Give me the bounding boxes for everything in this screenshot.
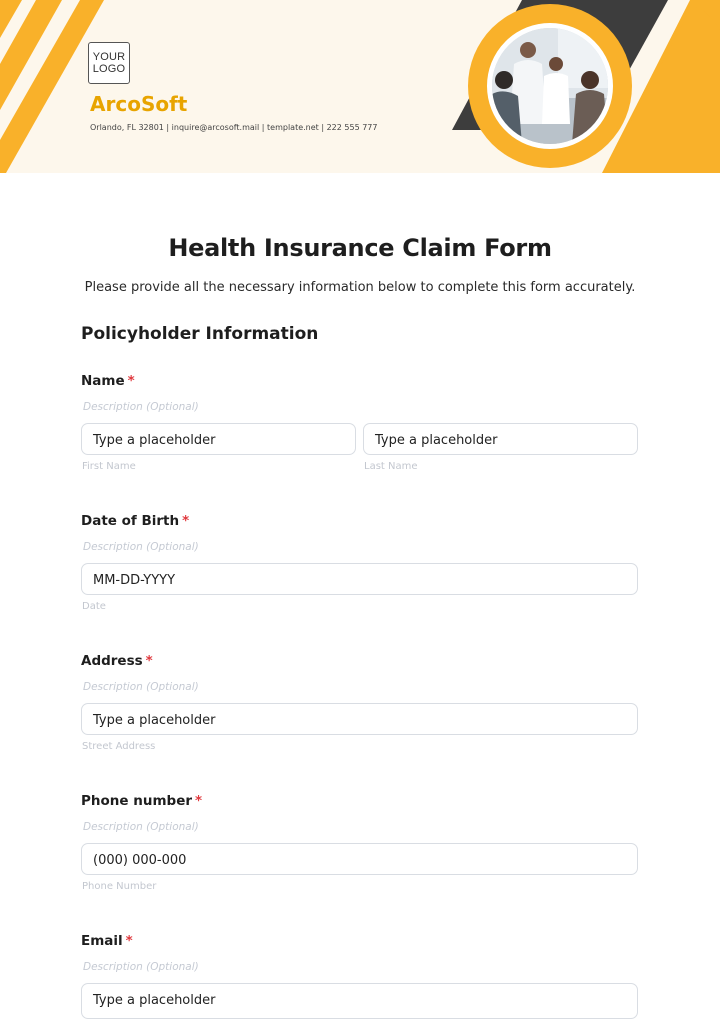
doctor-patient-photo bbox=[487, 23, 613, 149]
required-marker: * bbox=[182, 513, 190, 529]
required-marker: * bbox=[127, 373, 135, 389]
first-name-sublabel: First Name bbox=[82, 461, 136, 472]
phone-label-text: Phone number bbox=[81, 793, 193, 809]
form-subtitle: Please provide all the necessary information below to complete this form accurately. bbox=[84, 280, 636, 295]
required-marker: * bbox=[125, 933, 133, 949]
phone-sublabel: Phone Number bbox=[82, 881, 157, 892]
dob-description[interactable]: Description (Optional) bbox=[83, 541, 199, 553]
header-banner bbox=[0, 0, 720, 173]
email-label-text: Email bbox=[81, 933, 123, 949]
last-name-input[interactable]: Type a placeholder bbox=[363, 423, 638, 455]
address-label-text: Address bbox=[81, 653, 143, 669]
email-input[interactable]: Type a placeholder bbox=[81, 983, 638, 1019]
dob-input[interactable]: MM-DD-YYYY bbox=[81, 563, 638, 595]
section-title-policyholder: Policyholder Information bbox=[81, 324, 319, 344]
address-description[interactable]: Description (Optional) bbox=[83, 681, 199, 693]
logo-line-1: YOUR bbox=[92, 51, 126, 63]
photo-illustration bbox=[492, 28, 608, 144]
name-description[interactable]: Description (Optional) bbox=[83, 401, 199, 413]
required-marker: * bbox=[145, 653, 153, 669]
dob-label bbox=[81, 513, 189, 529]
name-label bbox=[81, 373, 135, 389]
required-marker: * bbox=[195, 793, 203, 809]
phone-description[interactable]: Description (Optional) bbox=[83, 821, 199, 833]
phone-label bbox=[81, 793, 202, 809]
company-logo bbox=[88, 42, 130, 84]
email-description[interactable]: Description (Optional) bbox=[83, 961, 199, 973]
phone-input[interactable]: (000) 000-000 bbox=[81, 843, 638, 875]
last-name-sublabel: Last Name bbox=[364, 461, 418, 472]
form-title: Health Insurance Claim Form bbox=[168, 234, 552, 262]
company-contact: Orlando, FL 32801 | inquire@arcosoft.mail | template.net | 222 555 777 bbox=[90, 123, 378, 132]
address-sublabel: Street Address bbox=[82, 741, 156, 752]
logo-line-2: LOGO bbox=[92, 63, 126, 75]
first-name-input[interactable]: Type a placeholder bbox=[81, 423, 356, 455]
dob-label-text: Date of Birth bbox=[81, 513, 180, 529]
email-label bbox=[81, 933, 133, 949]
name-label-text: Name bbox=[81, 373, 125, 389]
address-input[interactable]: Type a placeholder bbox=[81, 703, 638, 735]
dob-sublabel: Date bbox=[82, 601, 106, 612]
address-label bbox=[81, 653, 153, 669]
company-name: ArcoSoft bbox=[90, 92, 188, 116]
